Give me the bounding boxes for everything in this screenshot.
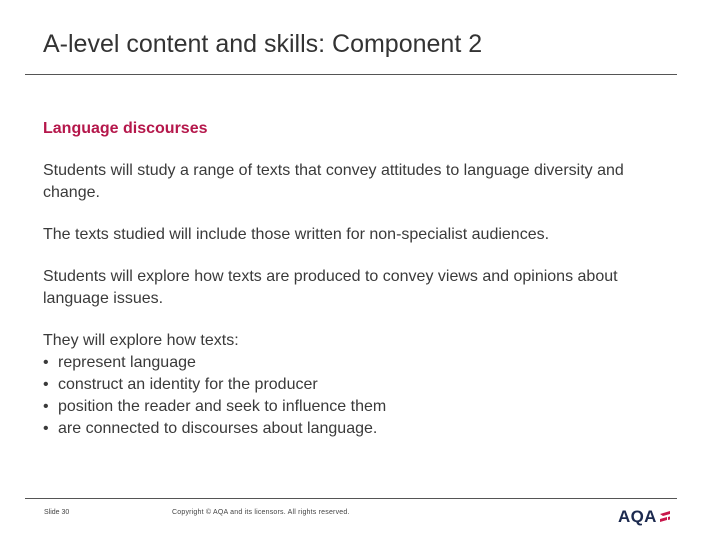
slide-body: [43, 118, 678, 440]
bullet-text: are connected to discourses about language.: [58, 420, 378, 437]
aqa-logo: [618, 507, 671, 527]
title-divider: [25, 74, 677, 75]
bullet-section: [43, 330, 678, 440]
bullet-text: represent language: [58, 354, 196, 371]
paragraph-diversity: Students will study a range of texts that convey attitudes to language diversity and change.: [43, 162, 624, 201]
bullet-intro: They will explore how texts:: [43, 332, 239, 349]
bullet-marker: •: [43, 376, 49, 393]
bullet-text: position the reader and seek to influence them: [58, 398, 387, 415]
section-heading: Language discourses: [43, 120, 208, 137]
slide-number: Slide 30: [44, 509, 70, 516]
bullet-item: [43, 418, 678, 440]
paragraph-views: Students will explore how texts are produced to convey views and opinions about language issues.: [43, 268, 618, 307]
copyright-notice: Copyright © AQA and its licensors. All rights reserved.: [172, 509, 350, 516]
paragraph-audiences: The texts studied will include those written for non-specialist audiences.: [43, 226, 550, 243]
bullet-item: [43, 374, 678, 396]
bullet-marker: •: [43, 354, 49, 371]
footer-divider: [25, 498, 677, 499]
bullet-item: [43, 352, 678, 374]
bullet-list: [43, 352, 678, 440]
bullet-marker: •: [43, 398, 49, 415]
logo-text: AQA: [618, 507, 657, 526]
logo-mark-icon: [659, 510, 671, 524]
bullet-text: construct an identity for the producer: [58, 376, 318, 393]
bullet-item: [43, 396, 678, 418]
slide-title: A-level content and skills: Component 2: [43, 30, 483, 58]
bullet-marker: •: [43, 420, 49, 437]
